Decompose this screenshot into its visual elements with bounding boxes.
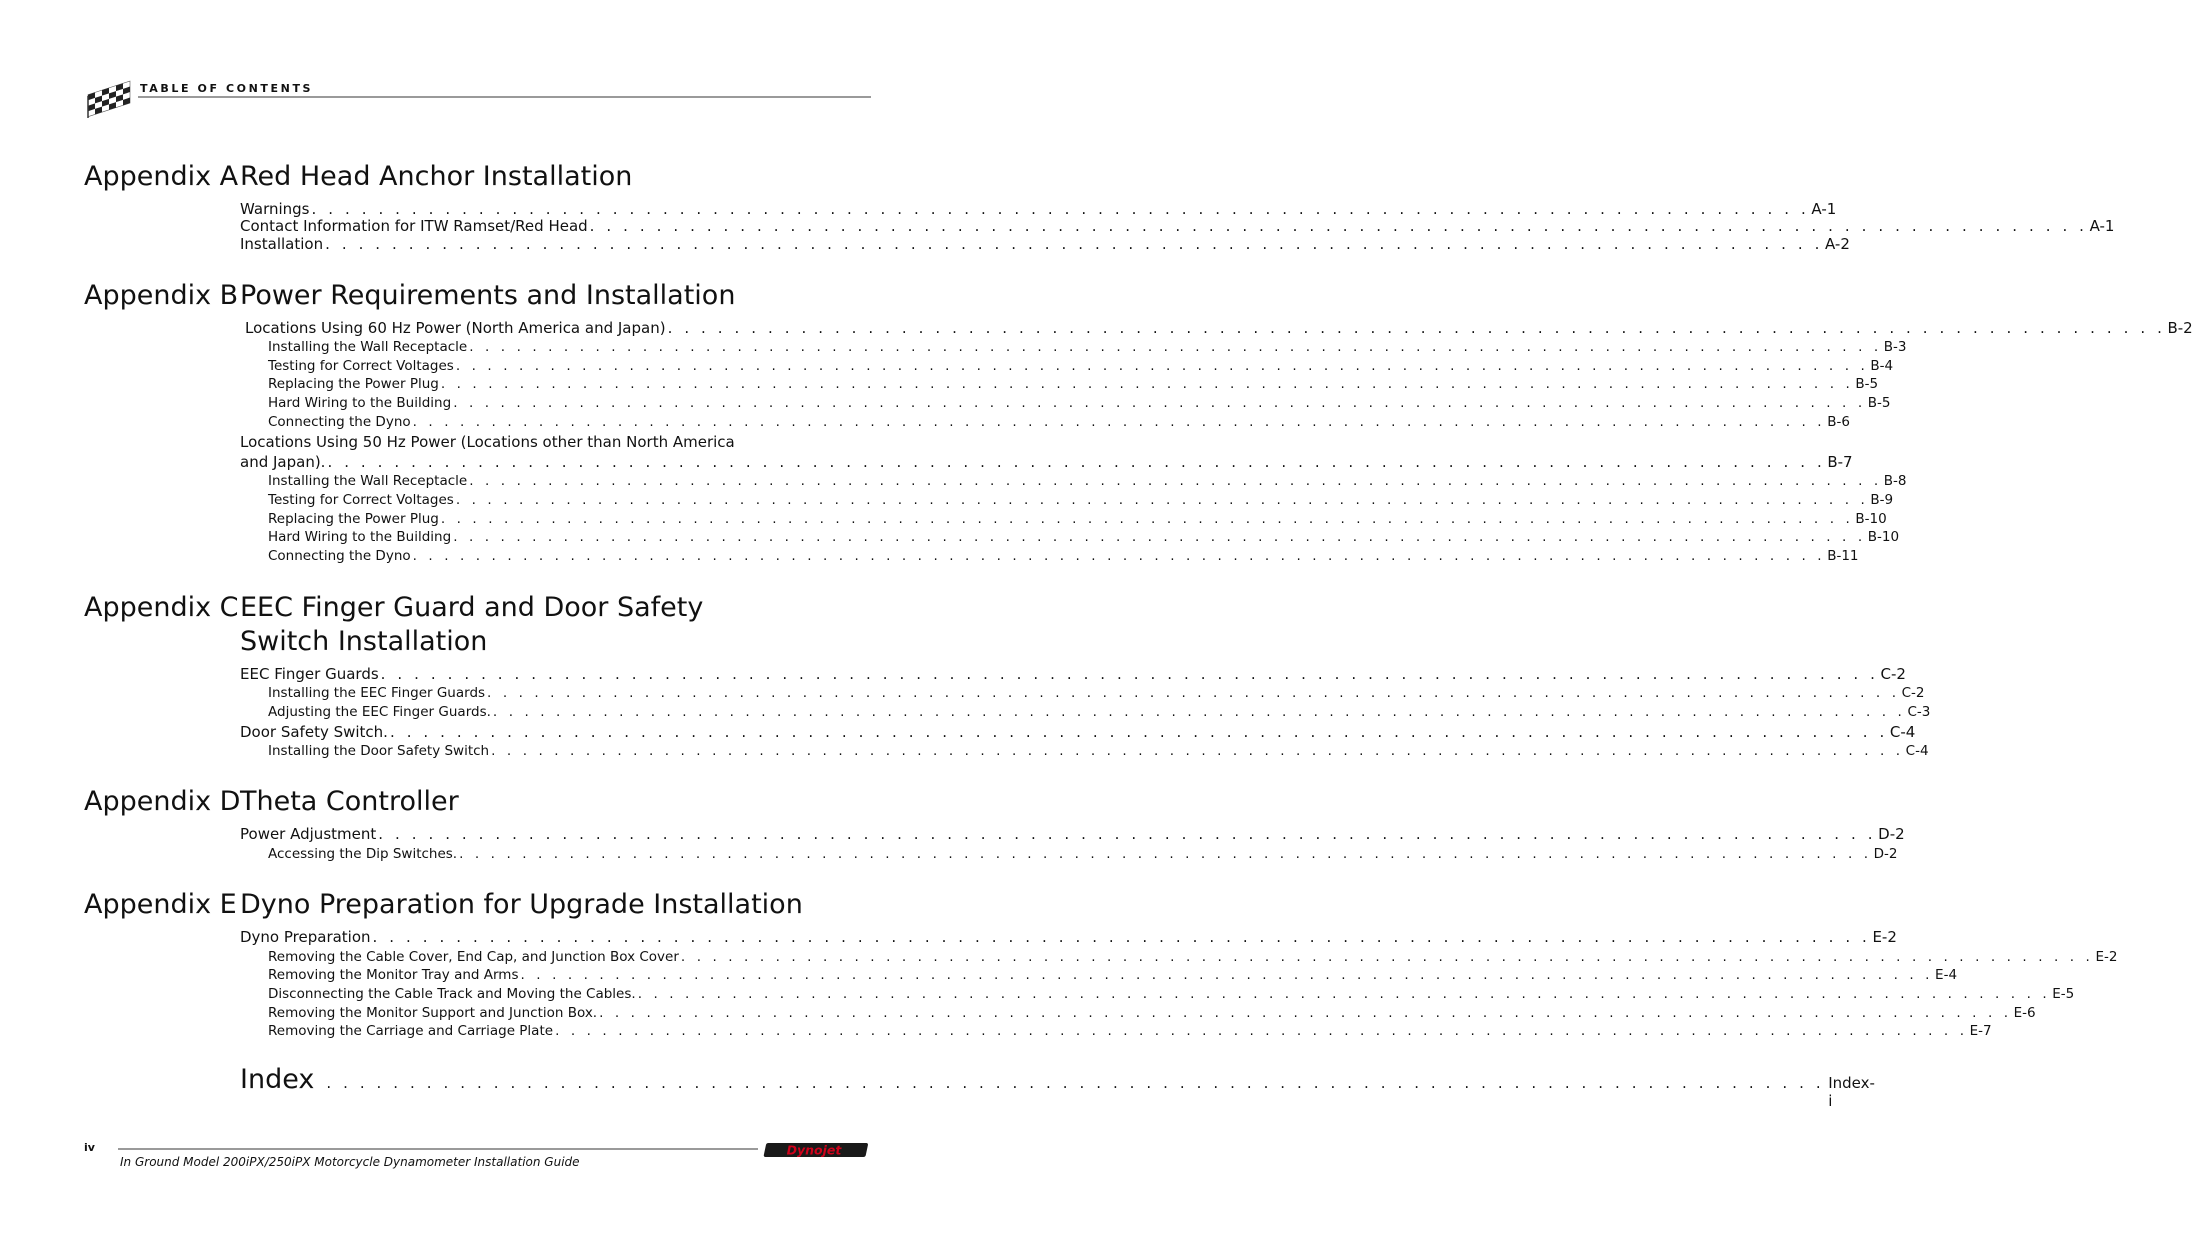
dot-leader: . . . . . . . . . . . . . . . . . . . . . . . . . . . . . . . . . . . . . . . . . . . . . . . . . . . . . . . . . . . . . . . . . . . . . . . . . . . . . . . . . . . . . . . . . . [453,395,1866,411]
entry-label: Adjusting the EEC Finger Guards. [268,704,491,720]
entry-label: Removing the Monitor Tray and Arms [268,967,519,983]
appendix-d-heading [84,785,459,819]
entry-page: B-6 [1827,414,1850,430]
entry-label: Hard Wiring to the Building [268,529,452,545]
entry-label: Testing for Correct Voltages [268,492,454,508]
appendix-title: Theta Controller [240,786,459,817]
dot-leader: . . . . . . . . . . . . . . . . . . . . . . . . . . . . . . . . . . . . . . . . . . . . . . . . . . . . . . . . . . . . . . . . . . . . . . . . . . . . . . . . . . . . . . . . . . [311,200,1810,218]
entry-label: and Japan). [240,453,326,471]
entry-page: B-3 [1883,339,1907,355]
dot-leader: . . . . . . . . . . . . . . . . . . . . . . . . . . . . . . . . . . . . . . . . . . . . . . . . . . . . . . . . . . . . . . . . . . . . . . . . . . . . . . . . . . . . . . . . . . [469,339,1882,355]
toc-subentry[interactable] [268,985,2075,1003]
dot-leader: . . . . . . . . . . . . . . . . . . . . . . . . . . . . . . . . . . . . . . . . . . . . . . . . . . . . . . . . . . . . . . . . . . . . . . . . . . . . . . . . . . . . . . . . . . [555,1023,1968,1039]
entry-label: Contact Information for ITW Ramset/Red Head [240,217,588,235]
appendix-number: Appendix A [84,161,239,192]
dot-leader: . . . . . . . . . . . . . . . . . . . . . . . . . . . . . . . . . . . . . . . . . . . . . . . . . . . . . . . . . . . . . . . . . . . . . . . . . . . . . . . . . . . . . . . . . . [389,723,1888,741]
entry-page: B-5 [1867,395,1891,411]
entry-label: Disconnecting the Cable Track and Moving the Cables. [268,986,636,1002]
toc-subentry[interactable] [268,742,1929,760]
toc-entry[interactable] [240,200,1837,218]
entry-label: Locations Using 50 Hz Power (Locations other than North America [240,433,735,451]
checkered-flag-icon [84,76,134,118]
dot-leader: . . . . . . . . . . . . . . . . . . . . . . . . . . . . . . . . . . . . . . . . . . . . . . . . . . . . . . . . . . . . . . . . . . . . . . . . . . . . . . . . . . . . . . . . . . [487,685,1900,701]
toc-subentry[interactable] [268,703,1931,721]
entry-page: A-1 [2089,217,2115,235]
header-rule [138,96,871,98]
toc-subentry[interactable] [268,1004,2036,1022]
entry-label: Removing the Cable Cover, End Cap, and Junction Box Cover [268,949,679,965]
running-header: TABLE OF CONTENTS [140,82,314,95]
entry-label: EEC Finger Guards [240,665,379,683]
toc-subentry[interactable] [268,547,1859,565]
entry-label: Accessing the Dip Switches. [268,846,458,862]
logo-text: Dynojet [786,1142,842,1158]
entry-label: Removing the Monitor Support and Junction Box. [268,1005,598,1021]
dot-leader: . . . . . . . . . . . . . . . . . . . . . . . . . . . . . . . . . . . . . . . . . . . . . . . . . . . . . . . . . . . . . . . . . . . . . . . . . . . . . . . . . . . . . . . . . . [637,986,2051,1002]
toc-index-entry[interactable] [240,1064,1875,1110]
dot-leader: . . . . . . . . . . . . . . . . . . . . . . . . . . . . . . . . . . . . . . . . . . . . . . . . . . . . . . . . . . . . . . . . . . . . . . . . . . . . . . . . . . . . . . . . . . [327,453,1826,471]
dot-leader: . . . . . . . . . . . . . . . . . . . . . . . . . . . . . . . . . . . . . . . . . . . . . . . . . . . . . . . . . . . . . . . . . . . . . . . . . . . . . . . . . . . . . . . . . . [440,376,1854,392]
appendix-e-heading [84,888,803,922]
toc-subentry[interactable] [268,472,1907,490]
appendix-title: Red Head Anchor Installation [240,161,633,192]
appendix-number: Appendix C [84,592,239,623]
entry-label: Dyno Preparation [240,928,371,946]
dot-leader: . . . . . . . . . . . . . . . . . . . . . . . . . . . . . . . . . . . . . . . . . . . . . . . . . . . . . . . . . . . . . . . . . . . . . . . . . . . . . . . . . . . . . . . . . . [380,665,1879,683]
toc-subentry[interactable] [268,491,1894,509]
dot-leader: . . . . . . . . . . . . . . . . . . . . . . . . . . . . . . . . . . . . . . . . . . . . . . . . . . . . . . . . . . . . . . . . . . . . . . . . . . . . . . . . . . . . . . . . . . [599,1005,2012,1021]
toc-entry[interactable] [240,723,1916,741]
entry-label: Replacing the Power Plug [268,376,439,392]
dot-leader: . . . . . . . . . . . . . . . . . . . . . . . . . . . . . . . . . . . . . . . . . . . . . . . . . . . . . . . . . . . . . . . . . . . . . . . . . . . . . . . . . . . . . . . . . . [372,928,1871,946]
toc-subentry[interactable] [268,845,1898,863]
appendix-a-heading [84,160,633,194]
entry-page: C-3 [1907,704,1931,720]
toc-subentry[interactable] [268,684,1925,702]
appendix-number: Appendix E [84,889,237,920]
dot-leader: . . . . . . . . . . . . . . . . . . . . . . . . . . . . . . . . . . . . . . . . . . . . . . . . . . . . . . . . . . . . . . . . . . . . . . . . . . . . . . . . . . . . . . . . . . [459,846,1872,862]
dot-leader: . . . . . . . . . . . . . . . . . . . . . . . . . . . . . . . . . . . . . . . . . . . . . . . . . . . . . . . . . . . . . . . . . . . . . . . . . . . . . . . . . . . . . . . . . . [455,492,1869,508]
entry-page: C-2 [1901,685,1925,701]
entry-page: B-9 [1870,492,1894,508]
toc-subentry[interactable] [268,510,1887,528]
dot-leader: . . . . . . . . . . . . . . . . . . . . . . . . . . . . . . . . . . . . . . . . . . . . . . . . . . . . . . . . . . . . . . . . . . . . . . . . . . . . . . . . . . . . . . . . . . [589,217,2088,235]
appendix-number: Appendix B [84,280,239,311]
dot-leader: . . . . . . . . . . . . . . . . . . . . . . . . . . . . . . . . . . . . . . . . . . . . . . . . . . . . . . . . . . . . . . . . . . . . . . . . . . . . . . . . . . . . . . . . . . [453,529,1866,545]
entry-label: Locations Using 60 Hz Power (North America and Japan) [245,319,666,337]
entry-page: B-4 [1870,358,1894,374]
entry-label: Installation [240,235,324,253]
toc-entry[interactable] [240,235,1850,253]
entry-page: E-4 [1935,967,1958,983]
toc-subentry[interactable] [268,338,1907,356]
entry-page: A-2 [1824,235,1850,253]
appendix-c-heading-line2 [240,625,487,659]
appendix-title: Switch Installation [240,626,488,657]
entry-label: Connecting the Dyno [268,548,411,564]
toc-subentry[interactable] [268,394,1891,412]
entry-page: E-6 [2013,1005,2036,1021]
entry-page: D-2 [1873,846,1898,862]
dot-leader: . . . . . . . . . . . . . . . . . . . . . . . . . . . . . . . . . . . . . . . . . . . . . . . . . . . . . . . . . . . . . . . . . . . . . . . . . . . . . . . . . . . . . . . . . . [325,235,1823,253]
toc-subentry[interactable] [268,528,1900,546]
entry-page: E-5 [2052,986,2075,1002]
toc-subentry[interactable] [268,1022,1992,1040]
dot-leader: . . . . . . . . . . . . . . . . . . . . . . . . . . . . . . . . . . . . . . . . . . . . . . . . . . . . . . . . . . . . . . . . . . . . . . . . . . . . . . . . . . . . . . . . . . [440,511,1854,527]
appendix-c-heading [84,591,704,625]
footer-rule [118,1148,758,1150]
guide-title: In Ground Model 200iPX/250iPX Motorcycle Dynamometer Installation Guide [120,1155,580,1169]
entry-label: Hard Wiring to the Building [268,395,452,411]
entry-page: B-10 [1855,511,1887,527]
appendix-number: Appendix D [84,786,241,817]
entry-page: E-7 [1969,1023,1992,1039]
dot-leader: . . . . . . . . . . . . . . . . . . . . . . . . . . . . . . . . . . . . . . . . . . . . . . . . . . . . . . . . . . . . . . . . . . . . . . . . . . . . . . . . . . . . . . . . . . [326,1074,1825,1092]
toc-entry[interactable] [240,453,1853,471]
entry-page: C-4 [1889,723,1916,741]
dot-leader: . . . . . . . . . . . . . . . . . . . . . . . . . . . . . . . . . . . . . . . . . . . . . . . . . . . . . . . . . . . . . . . . . . . . . . . . . . . . . . . . . . . . . . . . . . [491,743,1904,759]
dot-leader: . . . . . . . . . . . . . . . . . . . . . . . . . . . . . . . . . . . . . . . . . . . . . . . . . . . . . . . . . . . . . . . . . . . . . . . . . . . . . . . . . . . . . . . . . . [680,949,2094,965]
entry-label: Installing the EEC Finger Guards [268,685,486,701]
dynojet-logo [762,1140,866,1160]
entry-label: Testing for Correct Voltages [268,358,454,374]
appendix-title: EEC Finger Guard and Door Safety [240,592,704,623]
entry-page: D-2 [1878,825,1905,843]
index-page: Index-i [1828,1074,1875,1110]
toc-subentry[interactable] [268,948,2118,966]
dot-leader: . . . . . . . . . . . . . . . . . . . . . . . . . . . . . . . . . . . . . . . . . . . . . . . . . . . . . . . . . . . . . . . . . . . . . . . . . . . . . . . . . . . . . . . . . . [455,358,1869,374]
toc-subentry[interactable] [268,357,1894,375]
entry-page: B-2 [2167,319,2193,337]
dot-leader: . . . . . . . . . . . . . . . . . . . . . . . . . . . . . . . . . . . . . . . . . . . . . . . . . . . . . . . . . . . . . . . . . . . . . . . . . . . . . . . . . . . . . . . . . . [412,548,1826,564]
entry-page: E-2 [1872,928,1897,946]
dot-leader: . . . . . . . . . . . . . . . . . . . . . . . . . . . . . . . . . . . . . . . . . . . . . . . . . . . . . . . . . . . . . . . . . . . . . . . . . . . . . . . . . . . . . . . . . . [520,967,1934,983]
toc-entry[interactable] [245,319,2193,337]
entry-page: B-7 [1827,453,1853,471]
entry-page: B-11 [1827,548,1859,564]
entry-page: E-2 [2095,949,2118,965]
entry-page: B-8 [1883,473,1907,489]
toc-entry[interactable] [240,665,1906,683]
entry-label: Door Safety Switch. [240,723,388,741]
entry-page: B-10 [1867,529,1900,545]
appendix-title: Power Requirements and Installation [240,280,736,311]
appendix-b-heading [84,279,736,313]
toc-entry-line1 [240,433,808,451]
entry-label: Warnings [240,200,310,218]
dot-leader: . . . . . . . . . . . . . . . . . . . . . . . . . . . . . . . . . . . . . . . . . . . . . . . . . . . . . . . . . . . . . . . . . . . . . . . . . . . . . . . . . . . . . . . . . . [667,319,2166,337]
entry-page: B-5 [1855,376,1879,392]
toc-subentry[interactable] [268,375,1879,393]
dot-leader: . . . . . . . . . . . . . . . . . . . . . . . . . . . . . . . . . . . . . . . . . . . . . . . . . . . . . . . . . . . . . . . . . . . . . . . . . . . . . . . . . . . . . . . . . . [412,414,1826,430]
entry-label: Installing the Wall Receptacle [268,473,468,489]
entry-page: A-1 [1811,200,1837,218]
toc-subentry[interactable] [268,413,1850,431]
entry-page: C-2 [1880,665,1906,683]
entry-label: Connecting the Dyno [268,414,411,430]
entry-label: Installing the Wall Receptacle [268,339,468,355]
dot-leader: . . . . . . . . . . . . . . . . . . . . . . . . . . . . . . . . . . . . . . . . . . . . . . . . . . . . . . . . . . . . . . . . . . . . . . . . . . . . . . . . . . . . . . . . . . [378,825,1877,843]
dot-leader: . . . . . . . . . . . . . . . . . . . . . . . . . . . . . . . . . . . . . . . . . . . . . . . . . . . . . . . . . . . . . . . . . . . . . . . . . . . . . . . . . . . . . . . . . . [469,473,1882,489]
page-number: iv [84,1141,95,1154]
entry-label: Installing the Door Safety Switch [268,743,490,759]
entry-label: Power Adjustment [240,825,377,843]
entry-label: Replacing the Power Plug [268,511,439,527]
entry-page: C-4 [1905,743,1929,759]
entry-label: Removing the Carriage and Carriage Plate [268,1023,554,1039]
toc-entry[interactable] [240,825,1905,843]
toc-entry[interactable] [240,217,2115,235]
toc-entry[interactable] [240,928,1897,946]
dot-leader: . . . . . . . . . . . . . . . . . . . . . . . . . . . . . . . . . . . . . . . . . . . . . . . . . . . . . . . . . . . . . . . . . . . . . . . . . . . . . . . . . . . . . . . . . . [492,704,1906,720]
appendix-title: Dyno Preparation for Upgrade Installation [240,889,803,920]
toc-subentry[interactable] [268,966,1958,984]
index-label: Index [240,1064,315,1095]
